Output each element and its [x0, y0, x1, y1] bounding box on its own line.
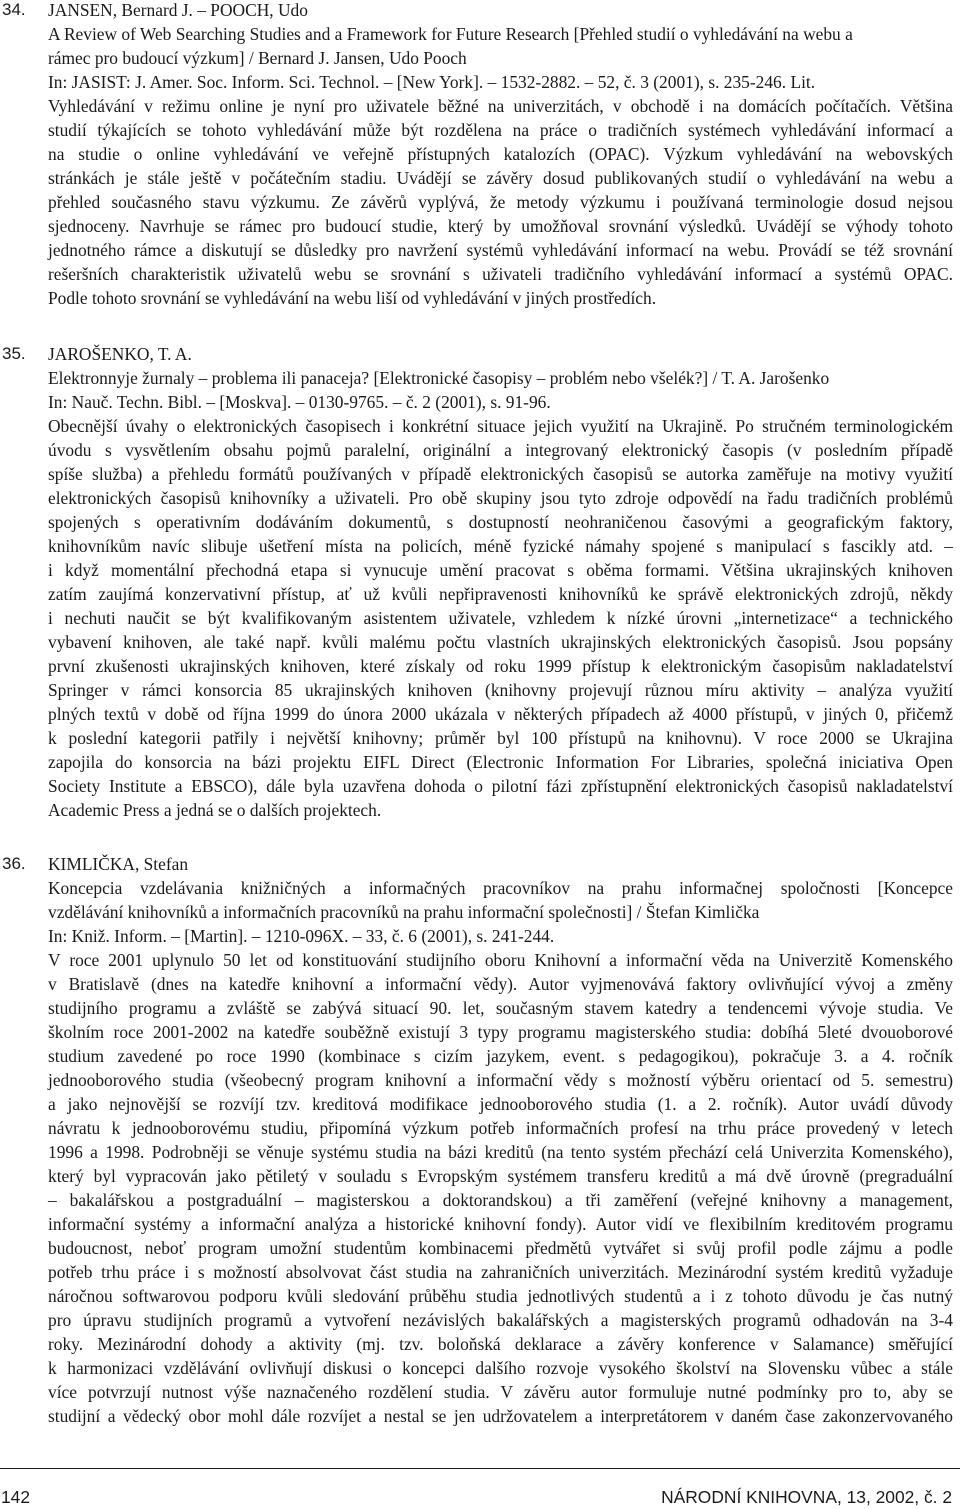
abstract-line: přehled současného stavu výzkumu. Ze závěrů vyplývá, že metody výzkumu i používaná terminologie dosud nejsou [48, 192, 953, 212]
entry-authors: JANSEN, Bernard J. – POOCH, Udo [48, 0, 308, 20]
abstract-line: rešeršních charakteristik uživatelů webu se srovnání s uživateli tradičního vyhledávání informací a systémů OPAC. [48, 264, 953, 284]
abstract-line: k harmonizaci vzdělávání ovlivňují diskusi o koncepci dalšího rozvoje vysokého školství na Slovensku vůbec a stále [48, 1358, 953, 1378]
abstract-line: V roce 2001 uplynulo 50 let od konstituování studijního oboru Knihovní a informační věda na Univerzitě Komenského [48, 950, 953, 970]
abstract-line: a jako nejnovější se rozvíjí tzv. kreditová modifikace jednooborového studia (1. a 2. ročník). Autor uvádí důvody [48, 1094, 953, 1114]
abstract-line: Society Institute a EBSCO), dále byla uzavřena dohoda o pilotní fázi zpřístupnění elektronických časopisů nakladatelství [48, 776, 953, 796]
entry-abstract [48, 414, 953, 822]
abstract-line: – bakalářskou a postgraduální – magisterskou a doktorandskou) a tři zaměření (veřejné knihovny a management, [48, 1190, 953, 1210]
abstract-line: Vyhledávání v režimu online je nyní pro uživatele běžné na univerzitách, v obchodě i na domácích počítačích. Většina [48, 96, 953, 116]
entry-abstract [48, 94, 953, 310]
abstract-line: i když momentální přechodná etapa si vynucuje umění pracovat s oběma formami. Většina ukrajinských knihoven [48, 560, 953, 580]
entry-title: rámec pro budoucí výzkum] / Bernard J. Jansen, Udo Pooch [48, 48, 467, 68]
abstract-line: roky. Mezinárodní dohody a aktivity (mj. tzv. boloňská deklarace a závěry konference v Salamance) směřující [48, 1334, 953, 1354]
abstract-line: i nechuti naučit se být kvalifikovaným asistentem uživatele, vzhledem k nízké úrovni „internetizace“ a technického [48, 608, 953, 628]
abstract-line: Springer v rámci konsorcia 85 ukrajinských knihoven (knihovny projevují různou míru aktivity – analýza využití [48, 680, 953, 700]
journal-footer: NÁRODNÍ KNIHOVNA, 13, 2002, č. 2 [661, 1487, 952, 1507]
abstract-line: informační systémy a informační analýza a historické knihovní fondy). Autor vidí ve flexibilním kreditovém programu [48, 1214, 953, 1234]
abstract-line: na studie o online vyhledávání ve veřejně přístupných katalozích (OPAC). Výzkum vyhledávání na webovských [48, 144, 953, 164]
abstract-line: stránkách je stále ještě v počátečním stadiu. Uvádějí se závěry dosud publikovaných studií o vyhledávání na webu a [48, 168, 953, 188]
abstract-line: Academic Press a jedná se o dalších projektech. [48, 800, 382, 820]
abstract-line: sjednoceny. Navrhuje se rámec pro budoucí studie, který by umožňoval srovnání výsledků. Uvádějí se výhody tohoto [48, 216, 953, 236]
entry-title: vzdělávání knihovníků a informačních pracovníků na prahu informační společnosti] / Štefan Kimlička [48, 902, 760, 922]
abstract-line: budoucnost, neboť program umožní studentům kombinacemi předmětů vytvářet si svůj profil podle zájmu a podle [48, 1238, 953, 1258]
abstract-line: spíše služba) a přehledu formátů používaných v případě elektronických časopisů se autorka zaměřuje na motivy využití [48, 464, 953, 484]
entry-source: In: Kniž. Inform. – [Martin]. – 1210-096X. – 33, č. 6 (2001), s. 241-244. [48, 926, 555, 946]
entry-number: 34. [2, 0, 26, 19]
entry-number: 35. [2, 344, 26, 363]
entry-source: In: Nauč. Techn. Bibl. – [Moskva]. – 0130-9765. – č. 2 (2001), s. 91-96. [48, 392, 551, 412]
page-number: 142 [1, 1487, 31, 1507]
abstract-line: náročnou softwarovou podporu kvůli sledování průběhu studia jednotlivých studentů a i z tohoto důvodu je čas nutný [48, 1286, 953, 1306]
abstract-line: studijní a vědecký obor mohl dále rozvíjet a nestal se jen udržovatelem a interpretátorem v daném čase zakonzervovaného [48, 1406, 953, 1426]
abstract-line: potřeb trhu práce i s možností absolvovat část studia na zahraničních univerzitách. Mezinárodní systém kreditů vyžaduje [48, 1262, 953, 1282]
entry-number: 36. [2, 854, 26, 873]
abstract-line: zapojila do konsorcia na bázi projektu EIFL Direct (Electronic Information For Libraries, společná iniciativa Open [48, 752, 953, 772]
abstract-line: Podle tohoto srovnání se vyhledávání na webu liší od vyhledávání v jiných prostředích. [48, 288, 657, 308]
abstract-line: elektronických časopisů knihovníky a uživateli. Pro obě skupiny jsou tyto zdroje odpovědí na řadu tradičních problémů [48, 488, 953, 508]
entry-title: A Review of Web Searching Studies and a Framework for Future Research [Přehled studií o vyhledávání na webu a [48, 24, 853, 44]
abstract-line: zatím zaujímá konzervativní přístup, ať už kvůli nepřipravenosti knihovníků ke správě elektronických zdrojů, někdy [48, 584, 953, 604]
entry-title: Elektronnyje žurnaly – problema ili panaceja? [Elektronické časopisy – problém nebo všelék?] / T. A. Jarošenko [48, 368, 830, 388]
entry-abstract [48, 948, 953, 1428]
abstract-line: úvodu s vysvětlením obsahu pojmů paralelní, originální a integrovaný elektronický časopis (v posledním případě [48, 440, 953, 460]
abstract-line: školním roce 2001-2002 na katedře souběžně existují 3 typy programu magisterského studia: dobíhá 5leté dvouoborové [48, 1022, 953, 1042]
abstract-line: Obecnější úvahy o elektronických časopisech i konkrétní situace jejich využití na Ukrajině. Po stručném terminologickém [48, 416, 953, 436]
abstract-line: jednotného rámce a diskutují se důsledky pro navržení systémů vyhledávání informací na webu. Provádí se též srovnání [48, 240, 953, 260]
entry-body [48, 342, 953, 822]
abstract-line: 1996 a 1998. Podrobněji se věnuje systému studia na bázi kreditů (na tento systém přechází celá Univerzita Komenského), [48, 1142, 953, 1162]
abstract-line: plných textů v době od října 1999 do února 2000 ukázala v některých případech až 4000 přístupů, v jiných 0, přičemž [48, 704, 953, 724]
footer-divider [0, 1468, 960, 1469]
entry-authors: KIMLIČKA, Stefan [48, 854, 189, 874]
abstract-line: více potvrzují nutnost výše naznačeného rozdělení studia. V závěru autor formuluje nutné podmínky pro to, aby se [48, 1382, 953, 1402]
entry-body [48, 0, 953, 310]
abstract-line: k poslední kategorii patřily i největší knihovny; průměr byl 100 přístupů na knihovnu). V roce 2000 se Ukrajina [48, 728, 953, 748]
abstract-line: v Bratislavě (dnes na katedře knihovní a informační vědy). Autor vyjmenovává faktory ovlivňující vývoj a změny [48, 974, 953, 994]
entry-body [48, 852, 953, 1428]
abstract-line: první zkušenosti ukrajinských knihoven, které získaly od roku 1999 přístup k elektronickým časopisům nakladatelství [48, 656, 953, 676]
abstract-line: jednooborového studia (všeobecný program knihovní a informační vědy s možností výběru orientací od 5. semestru) [48, 1070, 953, 1090]
abstract-line: spojených s operativním dodáváním dokumentů, s dostupností neohraničenou časovými a geografickým faktory, [48, 512, 953, 532]
abstract-line: pro úpravu studijních programů a vytvoření nezávislých bakalářských a magisterských programů odhadován na 3-4 [48, 1310, 953, 1330]
abstract-line: vybavení knihoven, ale také např. kvůli malému počtu vlastních ukrajinských elektronických časopisů. Jsou popsány [48, 632, 953, 652]
entry-title: Koncepcia vzdelávania knižničných a informačných pracovníkov na prahu informačnej spoločnosti [Koncepce [48, 878, 953, 898]
entry-source: In: JASIST: J. Amer. Soc. Inform. Sci. Technol. – [New York]. – 1532-2882. – 52, č. 3 (2001), s. 235-246. Lit. [48, 72, 816, 92]
abstract-line: studií týkajících se tohoto vyhledávání může být rozdělena na práce o tradičních systémech vyhledávání informací a [48, 120, 953, 140]
abstract-line: který byl vypracován jako pětiletý v souladu s Evropským systémem transferu kreditů a má dvě úrovně (pregraduální [48, 1166, 953, 1186]
abstract-line: studijního programu a zvláště se zabývá situací 90. let, současným stavem katedry a tendencemi vývoje studia. Ve [48, 998, 953, 1018]
abstract-line: knihovníkům navíc slibuje ušetření místa na policích, méně fyzické námahy spojené s manipulací s fascikly atd. – [48, 536, 953, 556]
abstract-line: studium zavedené po roce 1990 (kombinace s cizím jazykem, event. s pedagogikou), pokračuje 3. a 4. ročník [48, 1046, 953, 1066]
abstract-line: návratu k jednooborovému studiu, připomíná výzkum potřeb informačních profesí na trhu práce provedený v letech [48, 1118, 953, 1138]
entry-authors: JAROŠENKO, T. A. [48, 344, 192, 364]
